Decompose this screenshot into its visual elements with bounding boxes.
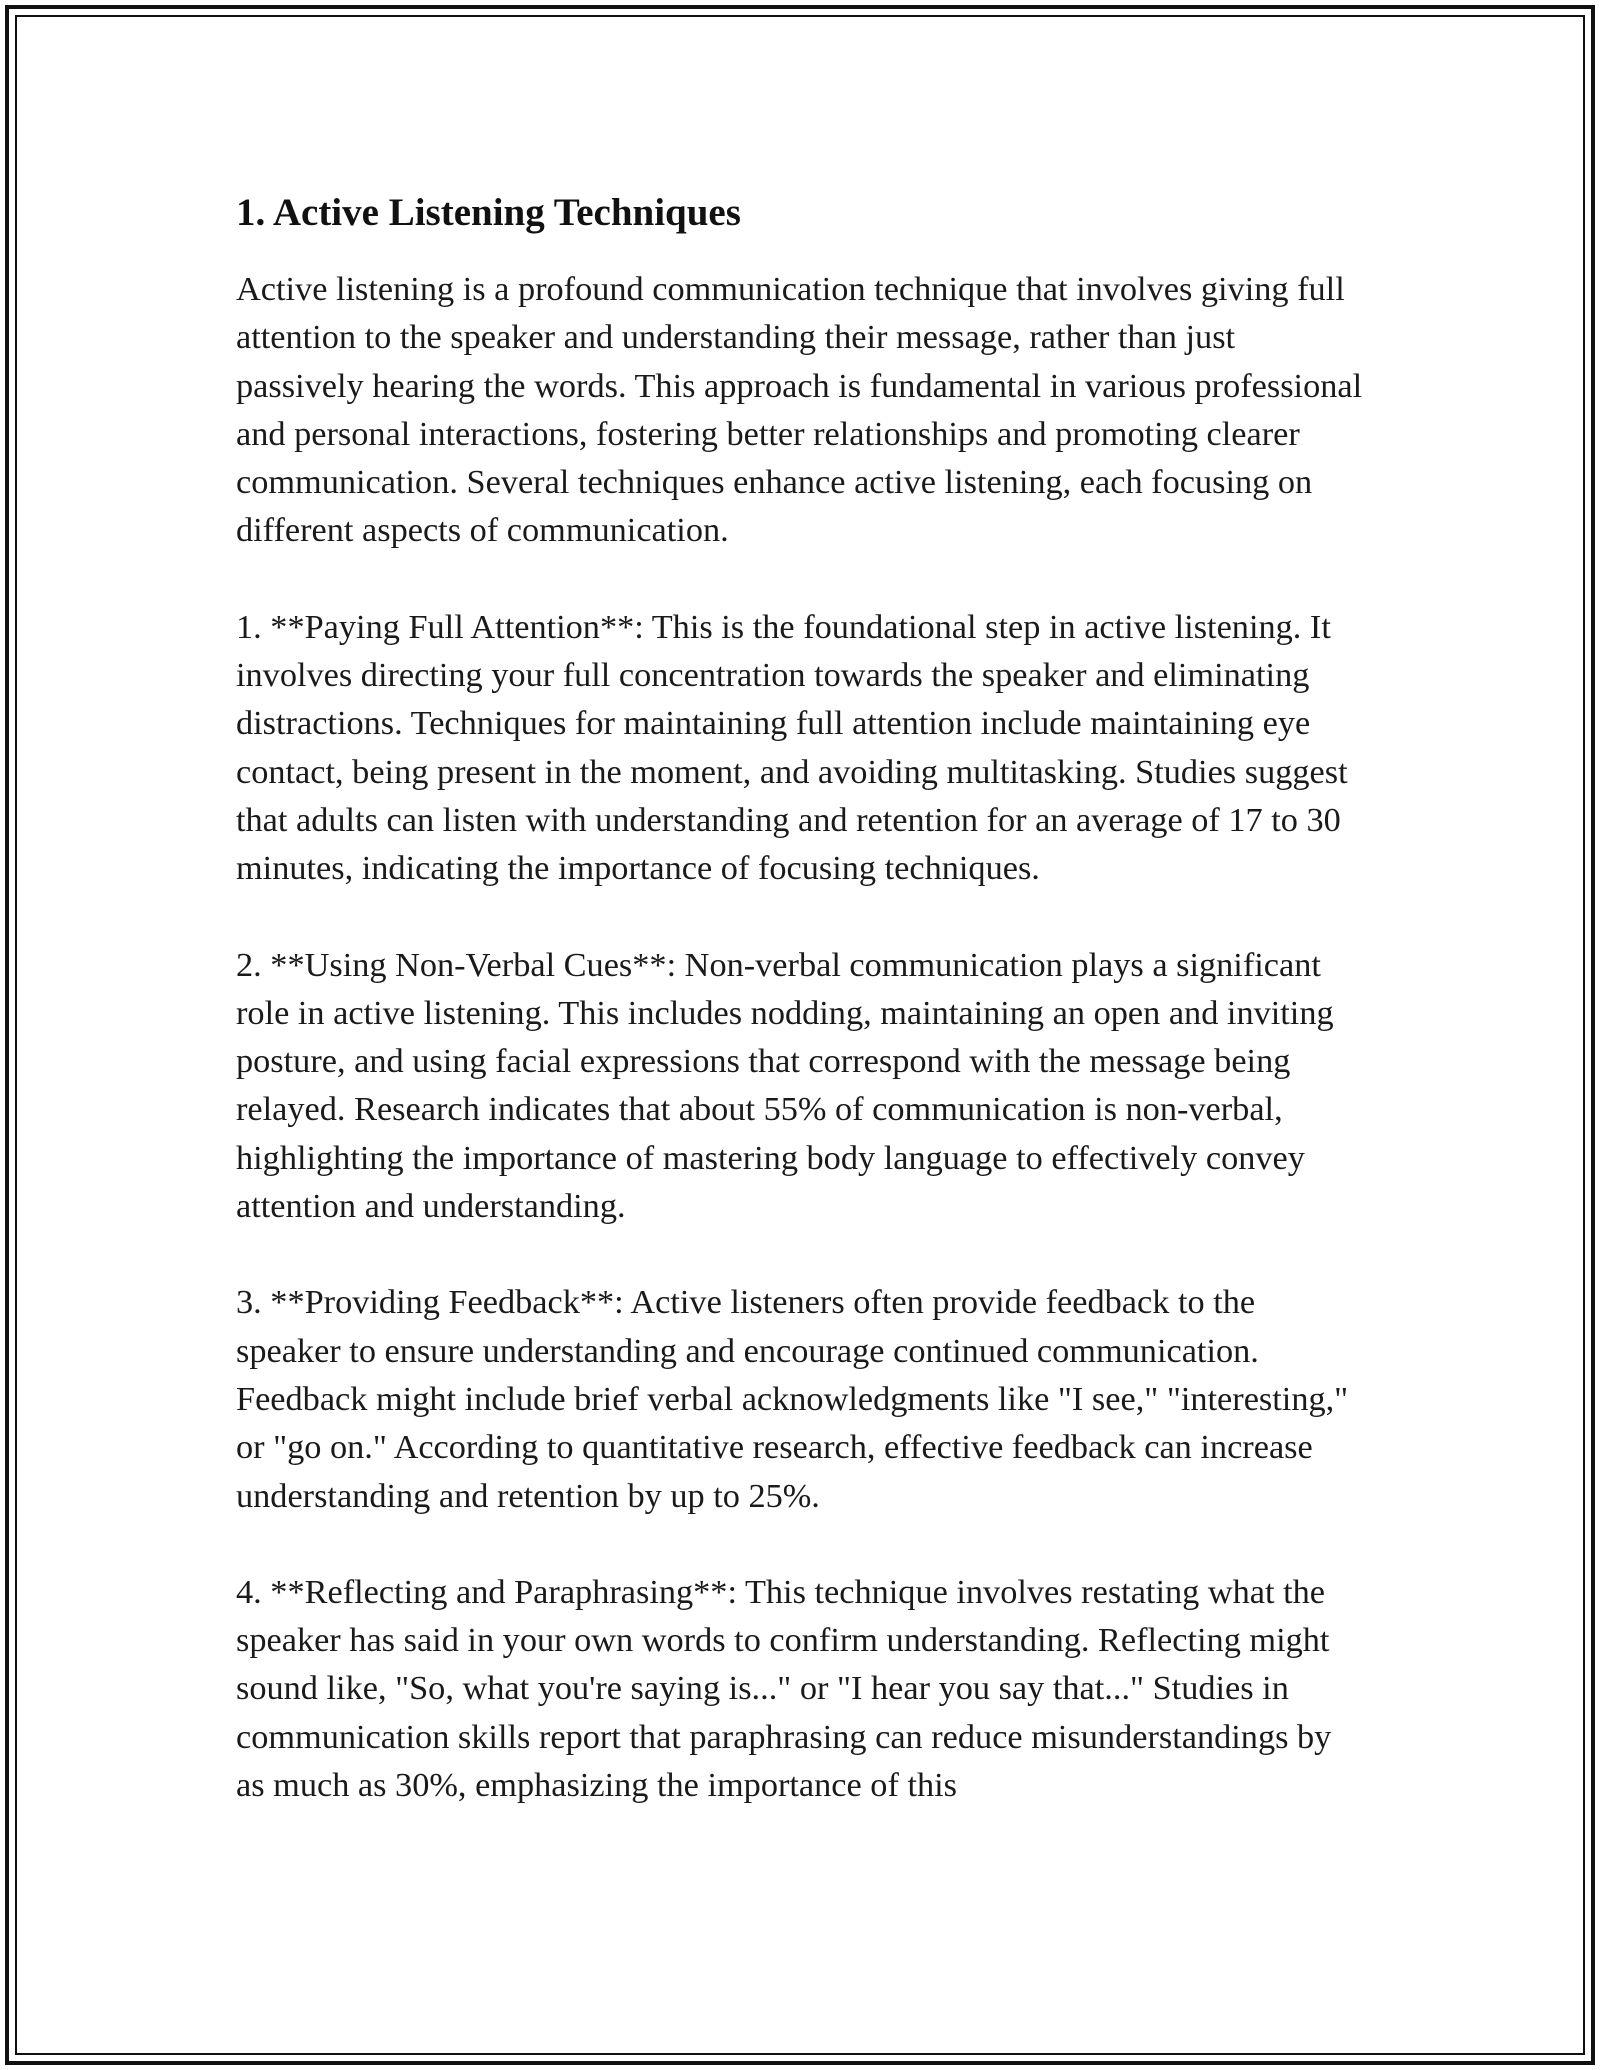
section-heading: 1. Active Listening Techniques [236,191,741,234]
document-body [236,188,1366,1857]
paragraph-paying-full-attention: 1. **Paying Full Attention**: This is the foundational step in active listening. It involves directing your full concentration towards the speaker and eliminating distractions. Techniques for maintaining full attention include maintaining eye contact, being present in the moment, and avoiding multitasking. Studies suggest that adults can listen with understanding and retention for an average of 17 to 30 minutes, indicating the importance of focusing techniques. [236,607,1348,888]
paragraph-providing-feedback: 3. **Providing Feedback**: Active listeners often provide feedback to the speaker to ensure understanding and encourage continued communication. Feedback might include brief verbal acknowledgments like "I see," "interesting," or "go on." According to quantitative research, effective feedback can increase understanding and retention by up to 25%. [236,1283,1349,1515]
paragraph-reflecting-paraphrasing: 4. **Reflecting and Paraphrasing**: This technique involves restating what the speaker has said in your own words to confirm understanding. Reflecting might sound like, "So, what you're saying is..." or "I hear you say that..." Studies in communication skills report that paraphrasing can reduce misunderstandings by as much as 30%, emphasizing the importance of this [236,1572,1332,1805]
intro-paragraph: Active listening is a profound communication technique that involves giving full attention to the speaker and understanding their message, rather than just passively hearing the words. This approach is fundamental in various professional and personal interactions, fostering better relationships and promoting clearer communication. Several techniques enhance active listening, each focusing on different aspects of communication. [236,270,1363,550]
paragraph-non-verbal-cues: 2. **Using Non-Verbal Cues**: Non-verbal communication plays a significant role in active listening. This includes nodding, maintaining an open and inviting posture, and using facial expressions that correspond with the message being relayed. Research indicates that about 55% of communication is non-verbal, highlighting the importance of mastering body language to effectively convey attention and understanding. [236,945,1334,1226]
